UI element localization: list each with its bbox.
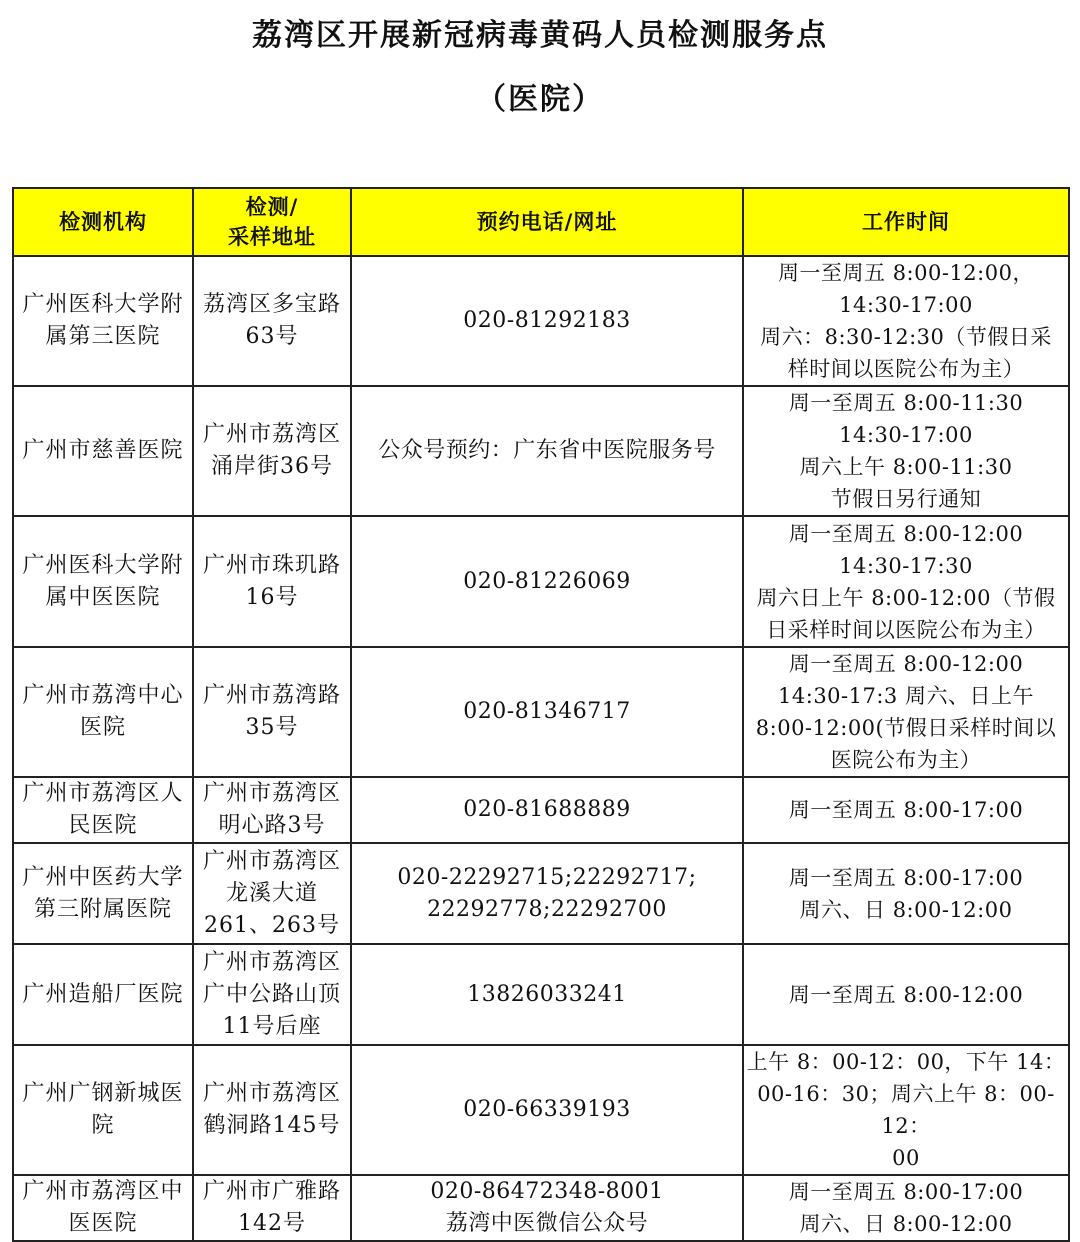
table-row	[13, 647, 1069, 777]
contact-line: 公众号预约：广东省中医院服务号	[378, 438, 716, 463]
table-row	[13, 516, 1069, 647]
address-cell: 荔湾区多宝路63号	[193, 256, 351, 386]
institution-cell: 广州造船厂医院	[13, 944, 193, 1045]
address-cell: 广州市荔湾区明心路3号	[193, 777, 351, 843]
table-row	[13, 1045, 1069, 1175]
contact-line: 13826033241	[467, 981, 627, 1007]
testing-sites-table	[12, 187, 1070, 1242]
contact-line: 020-81226069	[463, 568, 631, 594]
hours-cell	[743, 647, 1069, 777]
contact-cell	[351, 1045, 743, 1175]
hours-line: 医院公布为主）	[830, 748, 982, 772]
table-row	[13, 256, 1069, 386]
hours-cell	[743, 944, 1069, 1045]
institution-cell: 广州市荔湾区中医医院	[13, 1175, 193, 1241]
header-address-line2: 采样地址	[228, 225, 316, 249]
hours-line: 节假日另行通知	[830, 487, 982, 511]
hours-line: 8:00-12:00(节假日采样时间以	[755, 716, 1057, 740]
hours-line: 14:30-17:3 周六、日上午	[778, 684, 1034, 708]
institution-cell: 广州医科大学附属第三医院	[13, 256, 193, 386]
contact-cell	[351, 516, 743, 647]
hours-cell	[743, 777, 1069, 843]
hours-cell	[743, 1175, 1069, 1241]
hours-line: 周一至周五 8:00-12:00	[788, 521, 1024, 546]
address-cell: 广州市荔湾路35号	[193, 647, 351, 777]
table-row	[13, 1175, 1069, 1241]
hours-line: 周六、日 8:00-12:00	[799, 897, 1013, 922]
header-address	[193, 188, 351, 256]
hours-line: 周六、日 8:00-12:00	[799, 1212, 1013, 1236]
header-address-line1: 检测/	[245, 195, 299, 219]
contact-cell	[351, 944, 743, 1045]
table-row	[13, 386, 1069, 516]
institution-cell: 广州市慈善医院	[13, 386, 193, 516]
table-row	[13, 777, 1069, 843]
contact-line: 020-81346717	[463, 699, 631, 724]
hours-line: 周六日上午 8:00-12:00（节假	[756, 585, 1056, 610]
hours-line: 14:30-17:00	[839, 423, 973, 447]
hours-line: 样时间以医院公布为主）	[787, 357, 1025, 381]
hours-line: 日采样时间以医院公布为主）	[766, 617, 1046, 642]
hours-line: 周六：8:30-12:30（节假日采	[760, 325, 1052, 349]
hours-cell	[743, 256, 1069, 386]
document-title: 荔湾区开展新冠病毒黄码人员检测服务点	[252, 18, 828, 53]
institution-cell: 广州市荔湾区人民医院	[13, 777, 193, 843]
institution-cell: 广州广钢新城医院	[13, 1045, 193, 1175]
address-cell: 广州市荔湾区涌岸街36号	[193, 386, 351, 516]
contact-line: 020-81292183	[463, 308, 631, 333]
hours-line: 14:30-17:30	[839, 553, 973, 578]
hours-line: 00-16：30；周六上午 8：00-12：	[757, 1082, 1055, 1138]
hours-line: 周一至周五 8:00-17:00	[788, 798, 1024, 822]
hours-line: 周六上午 8:00-11:30	[799, 455, 1013, 479]
contact-line: 020-22292715;22292717;	[397, 864, 697, 890]
hours-cell	[743, 386, 1069, 516]
hours-cell	[743, 1045, 1069, 1175]
address-cell: 广州市荔湾区鹤洞路145号	[193, 1045, 351, 1175]
contact-line: 020-86472348-8001	[430, 1179, 664, 1204]
table-row	[13, 944, 1069, 1045]
hours-line: 00	[892, 1146, 920, 1170]
contact-line: 荔湾中医微信公众号	[445, 1211, 649, 1236]
hours-line: 14:30-17:00	[839, 293, 973, 317]
contact-cell	[351, 386, 743, 516]
hours-line: 周一至周五 8:00-11:30	[788, 391, 1024, 415]
hours-line: 周一至周五 8:00-12:00	[788, 652, 1024, 676]
hours-cell	[743, 516, 1069, 647]
contact-line: 020-81688889	[463, 797, 631, 822]
header-hours: 工作时间	[743, 188, 1069, 256]
table-header-row	[13, 188, 1069, 256]
address-cell: 广州市珠玑路16号	[193, 516, 351, 647]
contact-cell	[351, 1175, 743, 1241]
institution-cell: 广州医科大学附属中医医院	[13, 516, 193, 647]
address-cell: 广州市广雅路142号	[193, 1175, 351, 1241]
hours-cell	[743, 843, 1069, 944]
contact-cell	[351, 647, 743, 777]
header-institution: 检测机构	[13, 188, 193, 256]
hours-line: 周一至周五 8:00-12:00	[788, 982, 1024, 1007]
address-cell: 广州市荔湾区广中公路山顶11号后座	[193, 944, 351, 1045]
hours-line: 周一至周五 8:00-12:00，	[778, 261, 1034, 285]
hours-line: 上午 8：00-12：00，下午 14：	[746, 1050, 1066, 1074]
contact-cell	[351, 777, 743, 843]
header-contact: 预约电话/网址	[351, 188, 743, 256]
contact-cell	[351, 256, 743, 386]
address-cell: 广州市荔湾区龙溪大道261、263号	[193, 843, 351, 944]
hours-line: 周一至周五 8:00-17:00	[788, 865, 1024, 890]
hours-line: 周一至周五 8:00-17:00	[788, 1180, 1024, 1204]
contact-cell	[351, 843, 743, 944]
contact-line: 22292778;22292700	[427, 896, 667, 922]
institution-cell: 广州市荔湾中心医院	[13, 647, 193, 777]
institution-cell: 广州中医药大学第三附属医院	[13, 843, 193, 944]
contact-line: 020-66339193	[463, 1097, 631, 1122]
table-row	[13, 843, 1069, 944]
document-subtitle: （医院）	[476, 82, 604, 117]
